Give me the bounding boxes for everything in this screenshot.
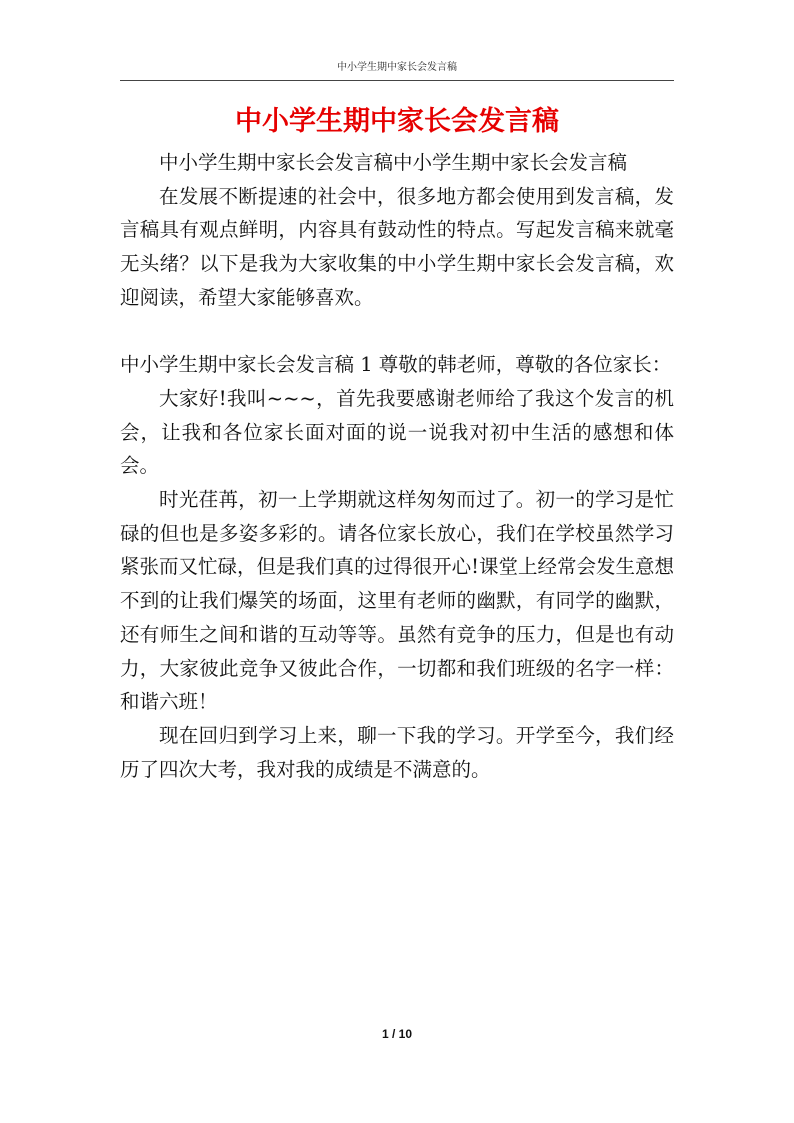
body-paragraph: 大家好!我叫~~~，首先我要感谢老师给了我这个发言的机会，让我和各位家长面对面的说一说我对初中生活的感想和体会。 bbox=[120, 386, 674, 478]
body-paragraph: 现在回归到学习上来，聊一下我的学习。开学至今，我们经历了四次大考，我对我的成绩是不满意的。 bbox=[120, 723, 674, 781]
running-header: 中小学生期中家长会发言稿 bbox=[337, 62, 457, 73]
document-body bbox=[120, 146, 674, 786]
body-paragraph: 中小学生期中家长会发言稿 1 尊敬的韩老师，尊敬的各位家长： bbox=[120, 353, 672, 377]
document-title: 中小学生期中家长会发言稿 bbox=[235, 106, 559, 137]
body-paragraph: 时光荏苒，初一上学期就这样匆匆而过了。初一的学习是忙碌的但也是多姿多彩的。请各位家长放心，我们在学校虽然学习紧张而又忙碌，但是我们真的过得很开心!课堂上经常会发生意想不到的让我们爆笑的场面，这里有老师的幽默，有同学的幽默，还有师生之间和谐的互动等等。虽然有竞争的压力，但是也有动力，大家彼此竞争又彼此合作，一切都和我们班级的名字一样：和谐六班！ bbox=[120, 488, 674, 714]
page-number: 1 / 10 bbox=[381, 1027, 413, 1041]
body-paragraph: 在发展不断提速的社会中，很多地方都会使用到发言稿，发言稿具有观点鲜明，内容具有鼓动性的特点。写起发言稿来就毫无头绪？以下是我为大家收集的中小学生期中家长会发言稿，欢迎阅读，希望大家能够喜欢。 bbox=[120, 184, 674, 309]
header-divider bbox=[120, 80, 674, 81]
paragraph-gap bbox=[120, 315, 674, 349]
body-paragraph: 中小学生期中家长会发言稿中小学生期中家长会发言稿 bbox=[159, 151, 628, 174]
